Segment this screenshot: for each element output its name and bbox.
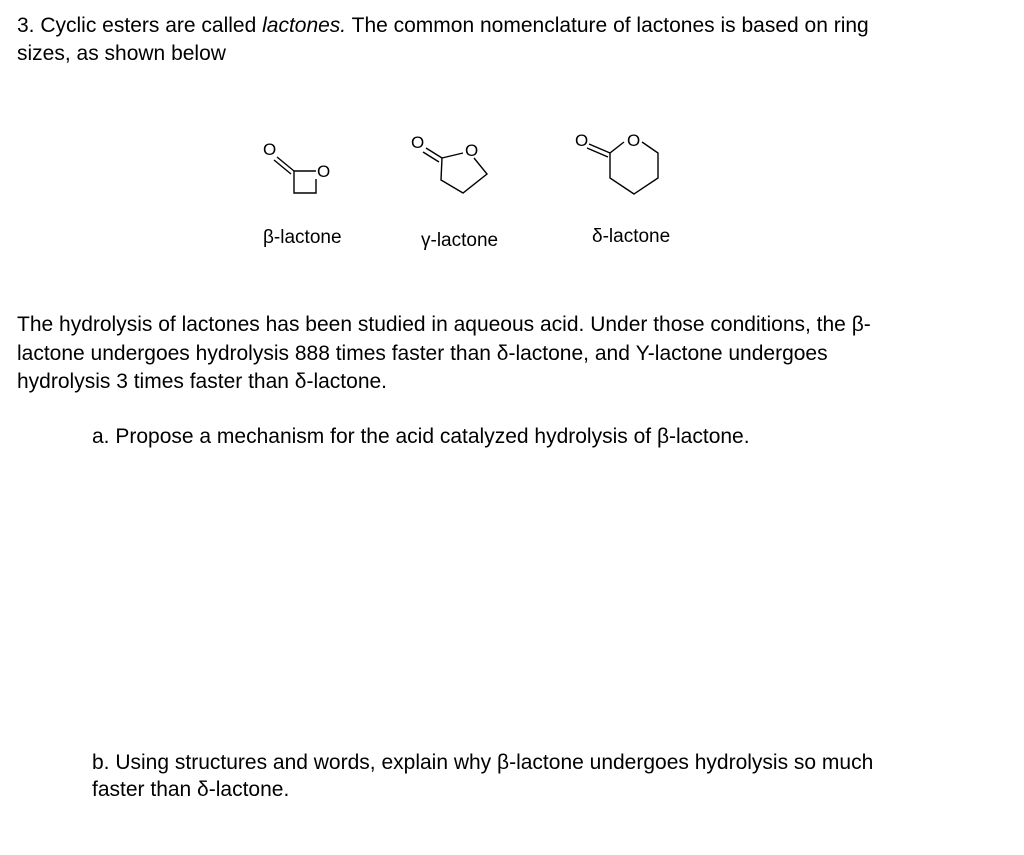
intro-line-1-suffix: The common nomenclature of lactones is based on ring xyxy=(346,14,869,37)
delta-carbonyl-oxygen: O xyxy=(575,131,589,150)
part-b-line-2: faster than δ-lactone. xyxy=(92,778,290,801)
part-b-line-1: b. Using structures and words, explain why β-lactone undergoes hydrolysis so much xyxy=(92,751,874,774)
paragraph-line-3: hydrolysis 3 times faster than δ-lactone. xyxy=(17,370,388,393)
part-a-question: a. Propose a mechanism for the acid catalyzed hydrolysis of β-lactone. xyxy=(92,425,750,448)
intro-line-2: sizes, as shown below xyxy=(17,42,226,65)
gamma-lactone-structure xyxy=(408,128,508,203)
delta-ring-oxygen: O xyxy=(627,131,641,150)
delta-carbonyl-bond-2 xyxy=(587,148,608,157)
gamma-ring-oxygen: O xyxy=(465,141,479,160)
delta-lactone-structure xyxy=(572,128,682,208)
gamma-ring xyxy=(441,153,487,193)
delta-carbonyl-bond-1 xyxy=(589,144,610,153)
paragraph-line-2: lactone undergoes hydrolysis 888 times faster than δ-lactone, and Υ-lactone undergoes xyxy=(17,342,828,365)
gamma-carbonyl-oxygen: O xyxy=(411,133,425,152)
intro-line-1 xyxy=(17,12,869,40)
beta-carbonyl-oxygen: O xyxy=(263,140,277,159)
delta-lactone-caption: δ-lactone xyxy=(592,226,671,247)
intro-line-1-prefix: 3. Cyclic esters are called xyxy=(17,14,263,37)
gamma-lactone-caption: γ-lactone xyxy=(421,230,499,251)
paragraph-line-1: The hydrolysis of lactones has been studied in aqueous acid. Under those conditions, the β- xyxy=(17,313,871,336)
beta-lactone-structure xyxy=(258,135,338,205)
intro-term-lactones: lactones. xyxy=(262,14,347,37)
gamma-carbonyl-bond-2 xyxy=(423,152,439,162)
beta-lactone-caption: β-lactone xyxy=(263,227,342,248)
beta-ring-oxygen: O xyxy=(317,162,331,181)
beta-ring xyxy=(294,171,316,193)
gamma-carbonyl-bond-1 xyxy=(426,148,442,158)
